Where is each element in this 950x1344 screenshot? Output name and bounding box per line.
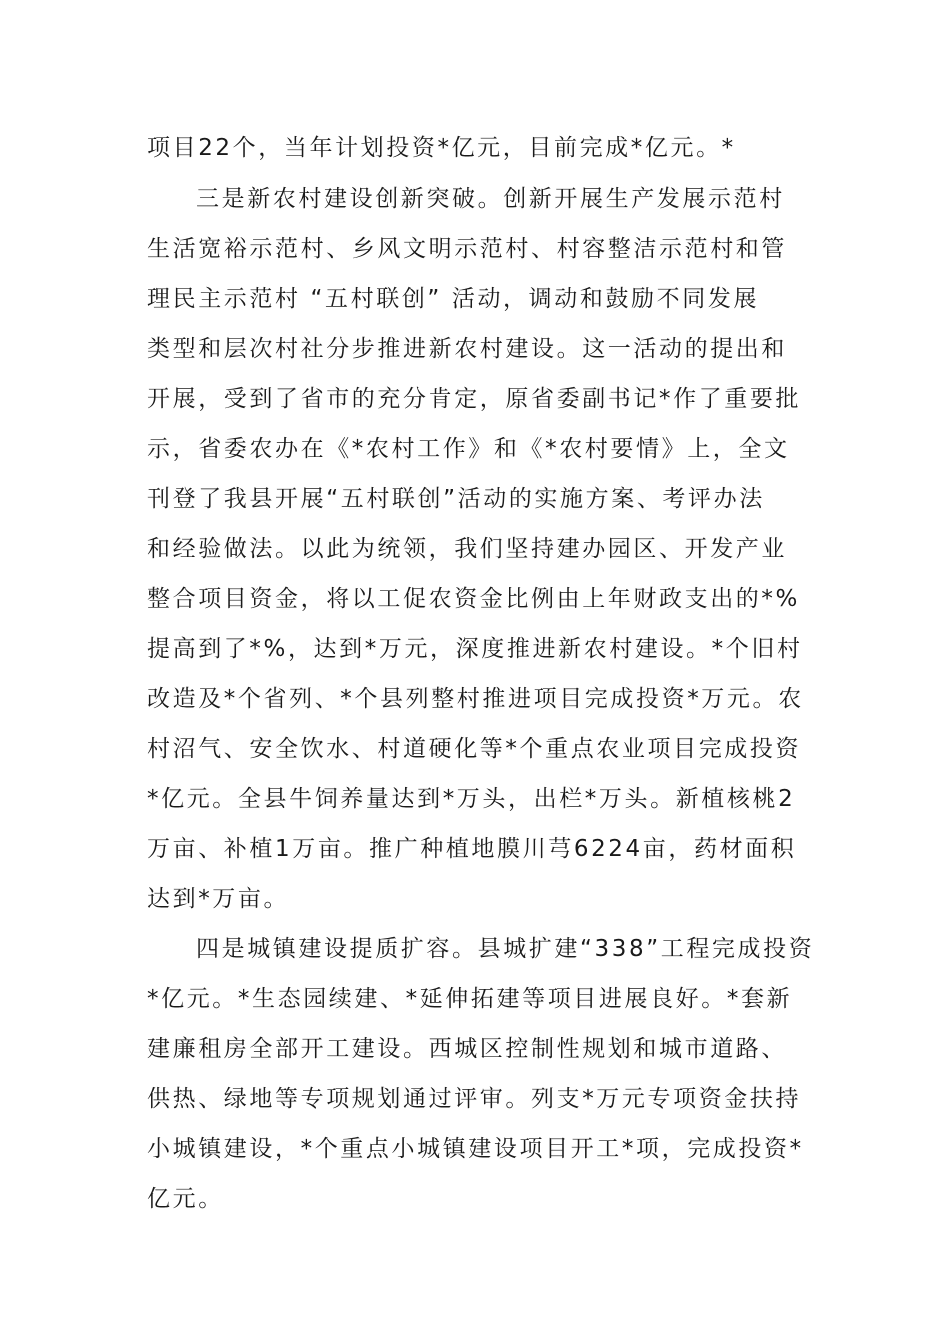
paragraph-4-line-3: 建廉租房全部开工建设。西城区控制性规划和城市道路、 (147, 1036, 787, 1062)
paragraph-3-line-6: 示，省委农办在《*农村工作》和《*农村要情》上，全文 (147, 436, 790, 462)
paragraph-4-line-6: 亿元。 (147, 1186, 224, 1212)
paragraph-3-line-11: 改造及*个省列、*个县列整村推进项目完成投资*万元。农 (147, 686, 804, 712)
paragraph-3-line-13: *亿元。全县牛饲养量达到*万头，出栏*万头。新植核桃2 (147, 786, 796, 812)
paragraph-4-line-1: 四是城镇建设提质扩容。县城扩建“338”工程完成投资 (196, 936, 815, 962)
paragraph-4-line-2: *亿元。*生态园续建、*延伸拓建等项目进展良好。*套新 (147, 986, 793, 1012)
paragraph-2-line-1: 项目22个，当年计划投资*亿元，目前完成*亿元。* (147, 135, 736, 161)
paragraph-3-line-14: 万亩、补植1万亩。推广种植地膜川芎6224亩，药材面积 (147, 836, 797, 862)
paragraph-3-line-3: 理民主示范村 “五村联创” 活动，调动和鼓励不同发展 (147, 286, 760, 312)
paragraph-3-line-4: 类型和层次村社分步推进新农村建设。这一活动的提出和 (147, 336, 787, 362)
paragraph-4-line-4: 供热、绿地等专项规划通过评审。列支*万元专项资金扶持 (147, 1086, 802, 1112)
paragraph-3-line-8: 和经验做法。以此为统领，我们坚持建办园区、开发产业 (147, 536, 787, 562)
paragraph-3-line-12: 村沼气、安全饮水、村道硬化等*个重点农业项目完成投资 (147, 736, 802, 762)
paragraph-4-line-5: 小城镇建设，*个重点小城镇建设项目开工*项，完成投资* (147, 1136, 804, 1162)
paragraph-3-line-7: 刊登了我县开展“五村联创”活动的实施方案、考评办法 (147, 486, 765, 512)
paragraph-3-line-10: 提高到了*%，达到*万元，深度推进新农村建设。*个旧村 (147, 636, 803, 662)
paragraph-3-line-9: 整合项目资金，将以工促农资金比例由上年财政支出的*% (147, 586, 800, 612)
paragraph-3-line-5: 开展，受到了省市的充分肯定，原省委副书记*作了重要批 (147, 386, 802, 412)
paragraph-3-line-1: 三是新农村建设创新突破。创新开展生产发展示范村 (196, 186, 785, 212)
paragraph-3-line-2: 生活宽裕示范村、乡风文明示范村、村容整洁示范村和管 (147, 236, 787, 262)
paragraph-3-line-15: 达到*万亩。 (147, 886, 290, 912)
